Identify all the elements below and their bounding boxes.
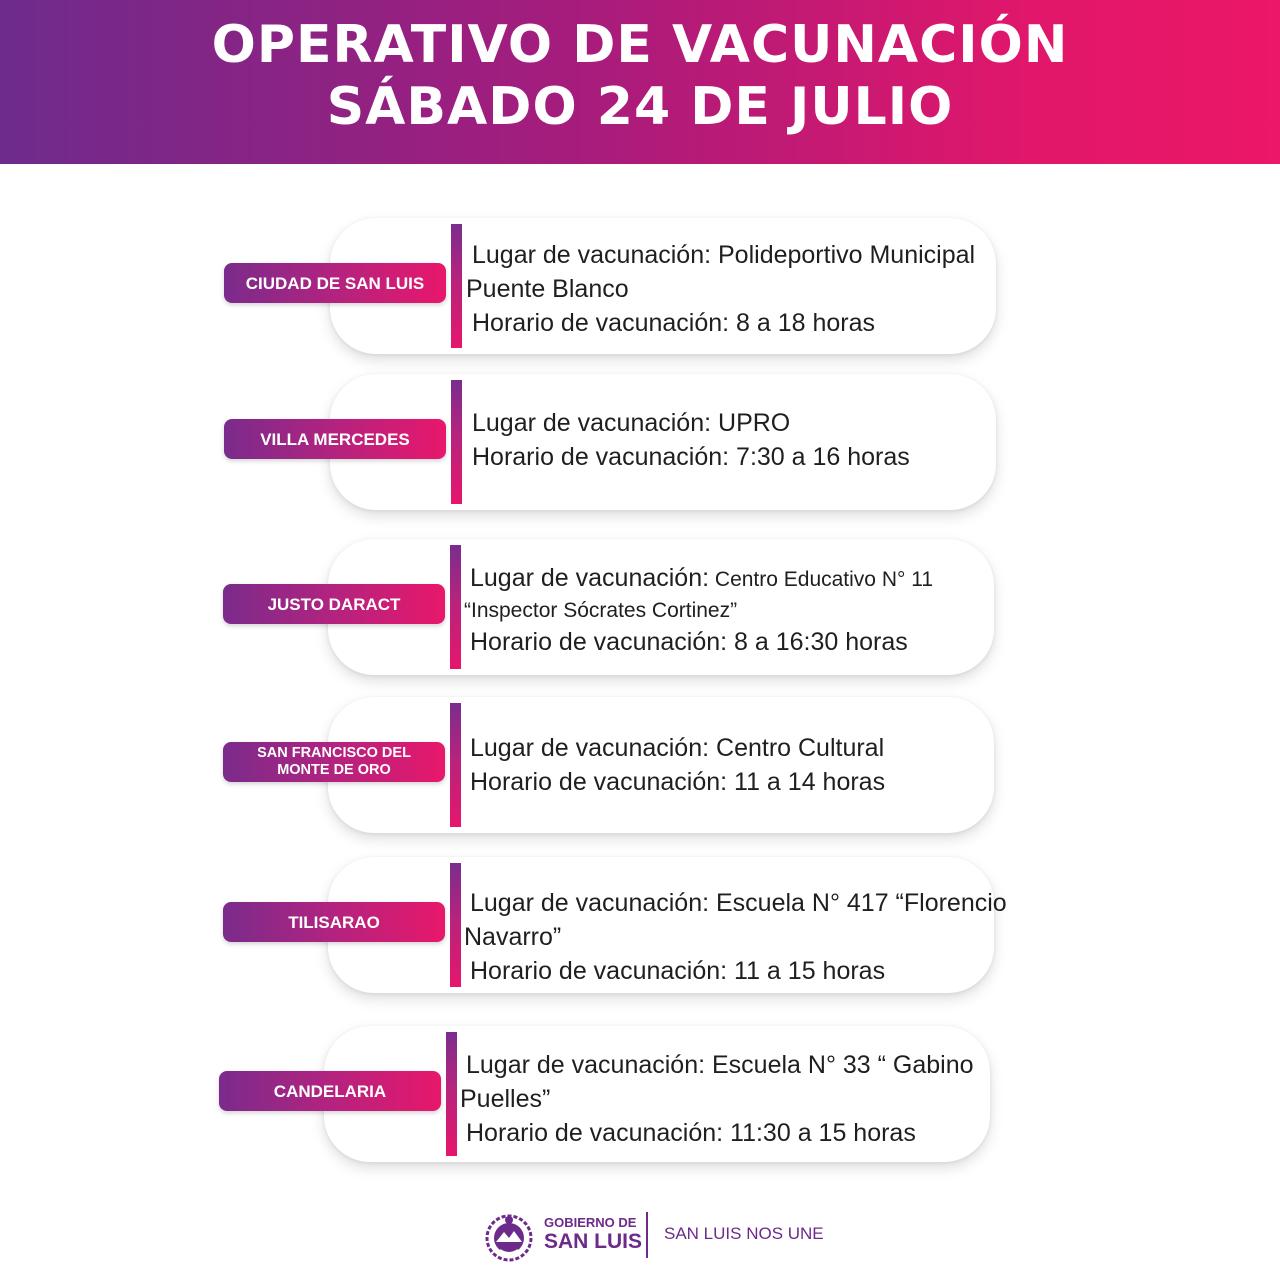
place-text: Lugar de vacunación: Escuela N° 417 “Florencio bbox=[470, 889, 1007, 917]
accent-bar bbox=[450, 703, 461, 827]
location-label: VILLA MERCEDES bbox=[224, 419, 446, 459]
location-info bbox=[464, 731, 885, 799]
location-label: CANDELARIA bbox=[219, 1071, 441, 1111]
accent-bar bbox=[451, 224, 462, 348]
place-prefix: Lugar de vacunación: bbox=[470, 564, 710, 592]
location-info bbox=[460, 1048, 974, 1150]
location-row bbox=[0, 697, 1280, 837]
place-text-cont: “Inspector Sócrates Cortinez” bbox=[464, 599, 738, 622]
location-info bbox=[464, 886, 1007, 988]
place-text: Lugar de vacunación: Escuela N° 33 “ Gabino bbox=[466, 1051, 974, 1079]
gov-line-1: GOBIERNO DE bbox=[544, 1215, 637, 1230]
location-row bbox=[0, 1026, 1280, 1166]
footer-brand bbox=[484, 1208, 824, 1264]
place-text bbox=[464, 561, 933, 597]
place-text-cont: Puente Blanco bbox=[466, 275, 629, 303]
place-text-cont: Navarro” bbox=[464, 923, 562, 951]
location-row bbox=[0, 374, 1280, 514]
location-row bbox=[0, 857, 1280, 997]
schedule-text: Horario de vacunación: 11 a 14 horas bbox=[470, 768, 886, 796]
accent-bar bbox=[446, 1032, 457, 1156]
title-line-1: OPERATIVO DE VACUNACIÓN bbox=[211, 15, 1069, 75]
title-banner bbox=[0, 0, 1280, 164]
schedule-text: Horario de vacunación: 11 a 15 horas bbox=[470, 957, 886, 985]
location-label: TILISARAO bbox=[223, 902, 445, 942]
location-label: JUSTO DARACT bbox=[223, 584, 445, 624]
accent-bar bbox=[450, 863, 461, 987]
province-seal-icon bbox=[484, 1212, 534, 1262]
location-info bbox=[464, 561, 933, 659]
location-row bbox=[0, 539, 1280, 679]
footer-divider bbox=[646, 1212, 648, 1258]
accent-bar bbox=[450, 545, 461, 669]
location-info bbox=[466, 406, 910, 474]
title-line-2: SÁBADO 24 DE JULIO bbox=[326, 77, 954, 137]
slogan: SAN LUIS NOS UNE bbox=[664, 1224, 824, 1243]
location-info bbox=[466, 238, 975, 340]
place-rest: Centro Educativo N° 11 bbox=[709, 568, 934, 591]
place-text-cont: Puelles” bbox=[460, 1085, 551, 1113]
accent-bar bbox=[451, 380, 462, 504]
schedule-text: Horario de vacunación: 8 a 18 horas bbox=[472, 309, 876, 337]
place-text: Lugar de vacunación: Centro Cultural bbox=[470, 734, 885, 762]
place-text: Lugar de vacunación: UPRO bbox=[472, 409, 791, 437]
schedule-text: Horario de vacunación: 7:30 a 16 horas bbox=[472, 443, 910, 471]
place-text: Lugar de vacunación: Polideportivo Municipal bbox=[472, 241, 976, 269]
schedule-text: Horario de vacunación: 11:30 a 15 horas bbox=[466, 1119, 916, 1147]
location-label: CIUDAD DE SAN LUIS bbox=[224, 263, 446, 303]
location-label: SAN FRANCISCO DEL MONTE DE ORO bbox=[223, 742, 445, 782]
gov-logo-text bbox=[544, 1216, 642, 1254]
location-row bbox=[0, 218, 1280, 358]
schedule-text: Horario de vacunación: 8 a 16:30 horas bbox=[470, 628, 908, 656]
gov-line-2: SAN LUIS bbox=[544, 1230, 643, 1253]
